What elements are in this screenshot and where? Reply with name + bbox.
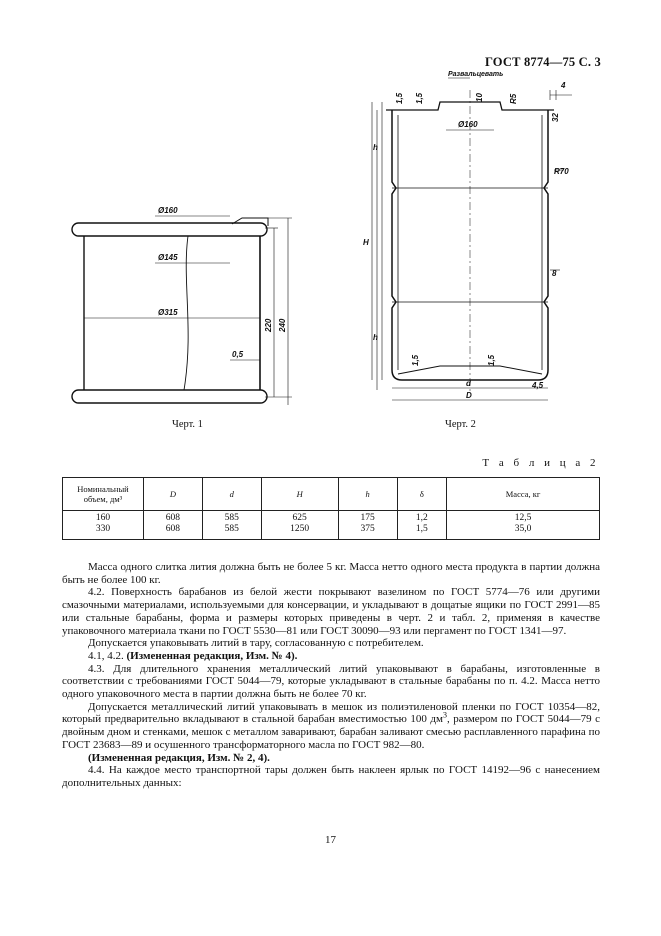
fig2-dim-r5: R5 xyxy=(509,93,518,104)
cell: 608 xyxy=(165,524,181,534)
cell: 1,5 xyxy=(415,524,428,534)
fig2-dim-1-5-d: 1,5 xyxy=(487,354,496,366)
figure-2-caption: Черт. 2 xyxy=(445,419,476,430)
col-header-H: H xyxy=(261,478,338,511)
fig2-dim-H: H xyxy=(363,238,369,247)
body-text xyxy=(62,561,600,790)
cell: 608 xyxy=(165,513,181,523)
text-run: Допускается металлический литий упаковывать в мешок из полиэтиленовой пленки по ГОСТ 10354—82, который предварительно вкладывают в стальной барабан вместимостью 100 дм xyxy=(62,700,600,726)
paragraph: 4.4. На каждое место транспортной тары должен быть наклеен ярлык по ГОСТ 14192—96 с нанесением дополнительных данных: xyxy=(62,764,600,789)
col-header-volume: Номинальный объем, дм³ xyxy=(63,478,144,511)
fig2-dim-h-bottom: h xyxy=(373,333,378,342)
col-header-h: h xyxy=(338,478,397,511)
fig1-dim-d315: Ø315 xyxy=(158,308,178,317)
cell: 175 xyxy=(360,513,375,523)
cell: 625 xyxy=(292,513,307,523)
paragraph: 4.3. Для длительного хранения металлический литий упаковывают в барабаны, изготовленные в соответствии с требованиями ГОСТ 5044—79, которые укладывают в стальные барабаны по п. 4.2. Масса нетто одного упаковочного места в партии должна быть не более 70 кг. xyxy=(62,662,600,701)
figure-1-caption: Черт. 1 xyxy=(172,419,203,430)
cell: 330 xyxy=(95,524,111,534)
fig2-dim-d: d xyxy=(466,379,471,388)
bottom-rim xyxy=(72,390,267,403)
cell: 375 xyxy=(360,524,375,534)
table-caption: Т а б л и ц а 2 xyxy=(482,457,599,469)
fig2-dim-4: 4 xyxy=(561,81,566,90)
paragraph xyxy=(62,701,600,752)
fig2-dim-10: 10 xyxy=(475,93,484,102)
cell: 35,0 xyxy=(514,524,532,534)
table-2 xyxy=(62,477,600,540)
fig2-dim-1-5-c: 1,5 xyxy=(411,354,420,366)
fig1-dim-220: 220 xyxy=(264,318,273,332)
col-header-D: D xyxy=(144,478,203,511)
col-header-delta: δ xyxy=(397,478,447,511)
page-number: 17 xyxy=(325,834,336,846)
fig2-dim-D: D xyxy=(466,391,472,400)
cell: 585 xyxy=(224,524,239,534)
col-header-d: d xyxy=(202,478,261,511)
fig2-dim-r70: R70 xyxy=(554,167,569,176)
paragraph xyxy=(62,650,600,663)
fig2-dim-d160: Ø160 xyxy=(458,120,478,129)
col-header-mass: Масса, кг xyxy=(447,478,600,511)
fig2-dim-h-top: h xyxy=(373,143,378,152)
clause-ref: 4.1, 4.2. xyxy=(88,649,127,662)
revision-note: (Измененная редакция, Изм. № 4). xyxy=(126,649,298,662)
paragraph: Масса одного слитка лития должна быть не более 5 кг. Масса нетто одного места продукта в партии должна быть не более 100 кг. xyxy=(62,561,600,586)
table-row xyxy=(63,511,600,540)
cell: 160 xyxy=(95,513,111,523)
paragraph: 4.2. Поверхность барабанов из белой жести покрывают вазелином по ГОСТ 5774—76 или другими смазочными материалами, используемыми для консервации, и укладывают в дощатые ящики по ГОСТ 2991—85 или стальные барабаны, форма и размеры которых приведены в черт. 2 и табл. 2, применяя в качестве упаковочного материала ткани по ГОСТ 5530—81 или ГОСТ 30090—93 или пергамент по ГОСТ 1341—97. xyxy=(62,586,600,637)
cell: 585 xyxy=(224,513,239,523)
fig2-dim-8: 8 xyxy=(552,269,557,278)
revision-note: (Измененная редакция, Изм. № 2, 4). xyxy=(88,751,270,764)
figure-1-drawing xyxy=(60,200,310,425)
fig1-dim-thickness: 0,5 xyxy=(232,350,244,359)
fig2-dim-4-5: 4,5 xyxy=(532,381,544,390)
running-header: ГОСТ 8774—75 С. 3 xyxy=(484,55,601,69)
fig2-dim-1-5-b: 1,5 xyxy=(415,92,424,104)
fig1-dim-d145: Ø145 xyxy=(158,253,178,262)
fig1-dim-d160: Ø160 xyxy=(158,206,178,215)
top-rim xyxy=(72,223,267,236)
cell: 1250 xyxy=(290,524,310,534)
cell: 12,5 xyxy=(514,513,532,523)
fig2-dim-1-5-a: 1,5 xyxy=(395,92,404,104)
fig2-note-roll: Развальцевать xyxy=(448,71,504,78)
cell: 1,2 xyxy=(415,513,428,523)
fig2-dim-32: 32 xyxy=(551,113,560,122)
paragraph: Допускается упаковывать литий в тару, согласованную с потребителем. xyxy=(88,637,424,650)
superscript: 3 xyxy=(443,710,447,720)
paragraph xyxy=(62,752,600,765)
text-run: , размером по ГОСТ 5044—79 с двойным дном и стенками, мешок с металлом заваривают, барабан заливают смесью расплавленного парафина по ГОСТ 23683—89 и осушенного трансформаторного масла по ГОСТ 982—80. xyxy=(62,713,601,751)
figure-2-drawing xyxy=(360,70,600,410)
fig1-dim-240: 240 xyxy=(278,318,287,332)
